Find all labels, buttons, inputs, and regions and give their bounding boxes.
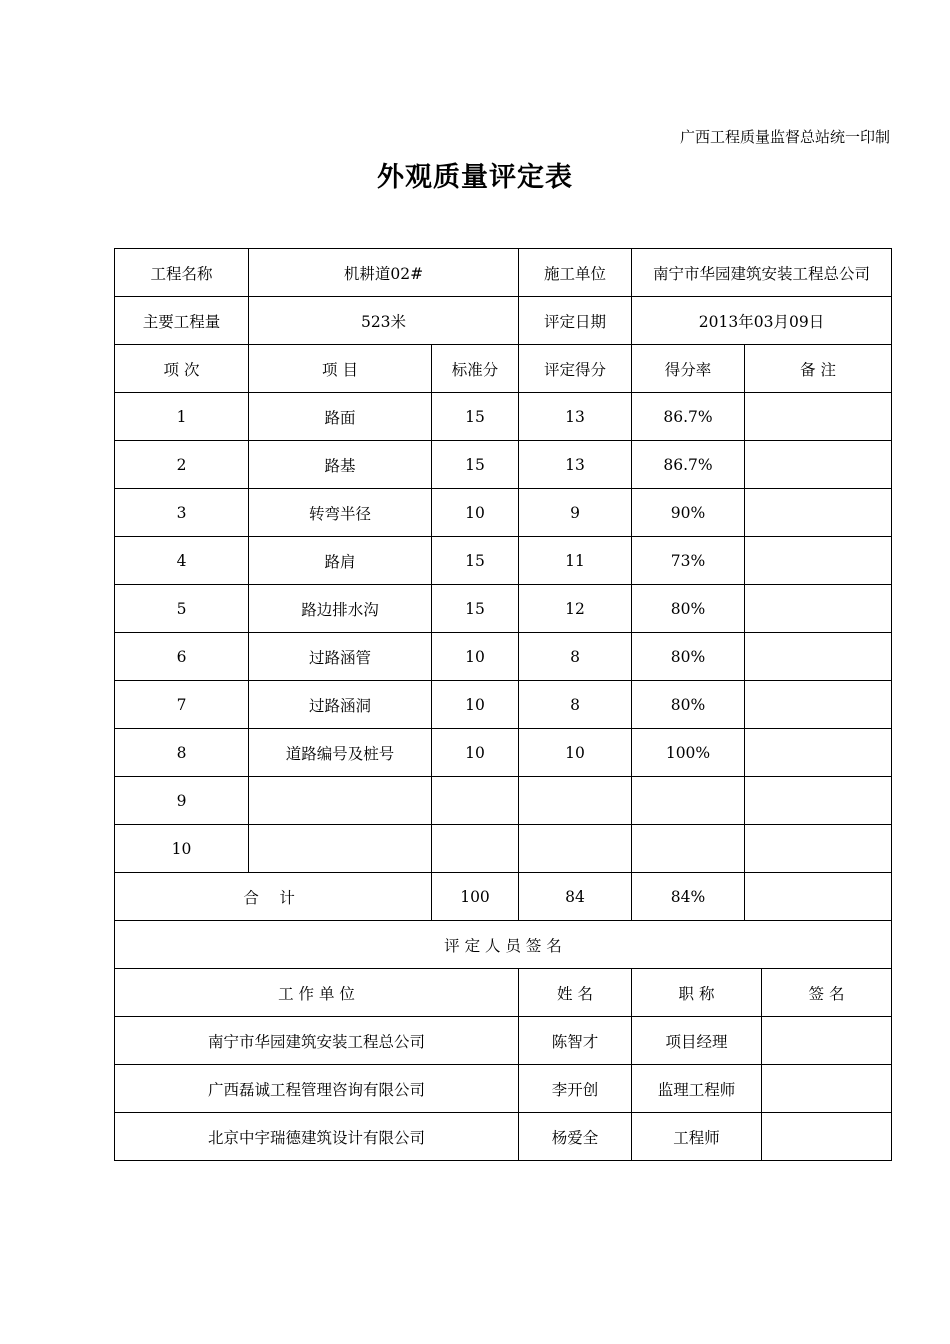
row-note bbox=[745, 681, 892, 729]
page-title: 外观质量评定表 bbox=[377, 162, 573, 193]
row-score: 9 bbox=[519, 489, 632, 537]
total-note bbox=[745, 873, 892, 921]
row-note bbox=[745, 633, 892, 681]
row-rate: 73% bbox=[632, 537, 745, 585]
row-item: 路肩 bbox=[249, 537, 432, 585]
row-index: 7 bbox=[115, 681, 249, 729]
sig-name-header: 姓 名 bbox=[519, 969, 632, 1017]
table-row bbox=[115, 393, 892, 441]
row-note bbox=[745, 825, 892, 873]
row-rate: 86.7% bbox=[632, 393, 745, 441]
row-note bbox=[745, 489, 892, 537]
row-standard: 10 bbox=[432, 681, 519, 729]
sig-title-header: 职 称 bbox=[632, 969, 762, 1017]
sig-sign bbox=[762, 1065, 892, 1113]
row-score: 13 bbox=[519, 441, 632, 489]
row-item: 转弯半径 bbox=[249, 489, 432, 537]
table-row bbox=[115, 681, 892, 729]
sig-title: 项目经理 bbox=[632, 1017, 762, 1065]
row-standard: 10 bbox=[432, 489, 519, 537]
project-name-value: 机耕道02# bbox=[249, 249, 519, 297]
col-note-header: 备 注 bbox=[745, 345, 892, 393]
row-rate: 100% bbox=[632, 729, 745, 777]
total-label: 合 计 bbox=[115, 873, 432, 921]
row-standard: 10 bbox=[432, 729, 519, 777]
row-note bbox=[745, 585, 892, 633]
signature-row bbox=[115, 1113, 892, 1161]
row-item: 路基 bbox=[249, 441, 432, 489]
table-row bbox=[115, 633, 892, 681]
sig-unit: 南宁市华园建筑安装工程总公司 bbox=[115, 1017, 519, 1065]
row-index: 9 bbox=[115, 777, 249, 825]
info-row-quantity bbox=[115, 297, 892, 345]
row-standard: 15 bbox=[432, 537, 519, 585]
row-index: 2 bbox=[115, 441, 249, 489]
row-item bbox=[249, 777, 432, 825]
table-row bbox=[115, 729, 892, 777]
row-item: 道路编号及桩号 bbox=[249, 729, 432, 777]
row-rate: 80% bbox=[632, 633, 745, 681]
printer-note: 广西工程质量监督总站统一印制 bbox=[679, 128, 890, 146]
row-rate: 90% bbox=[632, 489, 745, 537]
sig-title: 工程师 bbox=[632, 1113, 762, 1161]
row-item bbox=[249, 825, 432, 873]
column-header-row bbox=[115, 345, 892, 393]
row-note bbox=[745, 537, 892, 585]
table-row bbox=[115, 489, 892, 537]
total-score: 84 bbox=[519, 873, 632, 921]
row-item: 路边排水沟 bbox=[249, 585, 432, 633]
sig-unit-header: 工 作 单 位 bbox=[115, 969, 519, 1017]
table-row bbox=[115, 441, 892, 489]
row-index: 6 bbox=[115, 633, 249, 681]
row-score: 11 bbox=[519, 537, 632, 585]
sig-title: 监理工程师 bbox=[632, 1065, 762, 1113]
row-item: 路面 bbox=[249, 393, 432, 441]
row-note bbox=[745, 729, 892, 777]
signature-row bbox=[115, 1065, 892, 1113]
row-score: 10 bbox=[519, 729, 632, 777]
row-index: 1 bbox=[115, 393, 249, 441]
row-standard bbox=[432, 825, 519, 873]
sig-sign-header: 签 名 bbox=[762, 969, 892, 1017]
row-score bbox=[519, 777, 632, 825]
row-score: 13 bbox=[519, 393, 632, 441]
sig-sign bbox=[762, 1017, 892, 1065]
signature-header-row bbox=[115, 969, 892, 1017]
sig-unit: 广西磊诚工程管理咨询有限公司 bbox=[115, 1065, 519, 1113]
row-standard: 10 bbox=[432, 633, 519, 681]
row-index: 10 bbox=[115, 825, 249, 873]
contractor-value: 南宁市华园建筑安装工程总公司 bbox=[632, 249, 892, 297]
row-note bbox=[745, 393, 892, 441]
row-index: 3 bbox=[115, 489, 249, 537]
table-row bbox=[115, 825, 892, 873]
date-value: 2013年03月09日 bbox=[632, 297, 892, 345]
row-score: 8 bbox=[519, 633, 632, 681]
row-rate bbox=[632, 777, 745, 825]
row-standard: 15 bbox=[432, 393, 519, 441]
row-index: 8 bbox=[115, 729, 249, 777]
col-item-header: 项 目 bbox=[249, 345, 432, 393]
sig-sign bbox=[762, 1113, 892, 1161]
table-row bbox=[115, 777, 892, 825]
contractor-label: 施工单位 bbox=[519, 249, 632, 297]
row-note bbox=[745, 441, 892, 489]
row-rate: 80% bbox=[632, 585, 745, 633]
row-rate bbox=[632, 825, 745, 873]
row-standard: 15 bbox=[432, 441, 519, 489]
col-score-header: 评定得分 bbox=[519, 345, 632, 393]
row-score: 8 bbox=[519, 681, 632, 729]
signature-row bbox=[115, 1017, 892, 1065]
sig-unit: 北京中宇瑞德建筑设计有限公司 bbox=[115, 1113, 519, 1161]
table-row bbox=[115, 537, 892, 585]
row-index: 5 bbox=[115, 585, 249, 633]
quantity-value: 523米 bbox=[249, 297, 519, 345]
row-note bbox=[745, 777, 892, 825]
quantity-label: 主要工程量 bbox=[115, 297, 249, 345]
row-standard bbox=[432, 777, 519, 825]
project-name-label: 工程名称 bbox=[115, 249, 249, 297]
info-row-name bbox=[115, 249, 892, 297]
row-score: 12 bbox=[519, 585, 632, 633]
row-rate: 86.7% bbox=[632, 441, 745, 489]
sig-name: 陈智才 bbox=[519, 1017, 632, 1065]
row-rate: 80% bbox=[632, 681, 745, 729]
row-item: 过路涵洞 bbox=[249, 681, 432, 729]
table-row bbox=[115, 585, 892, 633]
sig-name: 李开创 bbox=[519, 1065, 632, 1113]
col-standard-header: 标准分 bbox=[432, 345, 519, 393]
sig-name: 杨爱全 bbox=[519, 1113, 632, 1161]
row-index: 4 bbox=[115, 537, 249, 585]
total-standard: 100 bbox=[432, 873, 519, 921]
col-index-header: 项 次 bbox=[115, 345, 249, 393]
signature-section-title: 评 定 人 员 签 名 bbox=[115, 921, 892, 969]
total-row bbox=[115, 873, 892, 921]
total-rate: 84% bbox=[632, 873, 745, 921]
row-standard: 15 bbox=[432, 585, 519, 633]
row-item: 过路涵管 bbox=[249, 633, 432, 681]
signature-section-row bbox=[115, 921, 892, 969]
row-score bbox=[519, 825, 632, 873]
col-rate-header: 得分率 bbox=[632, 345, 745, 393]
evaluation-table bbox=[114, 248, 892, 1161]
date-label: 评定日期 bbox=[519, 297, 632, 345]
